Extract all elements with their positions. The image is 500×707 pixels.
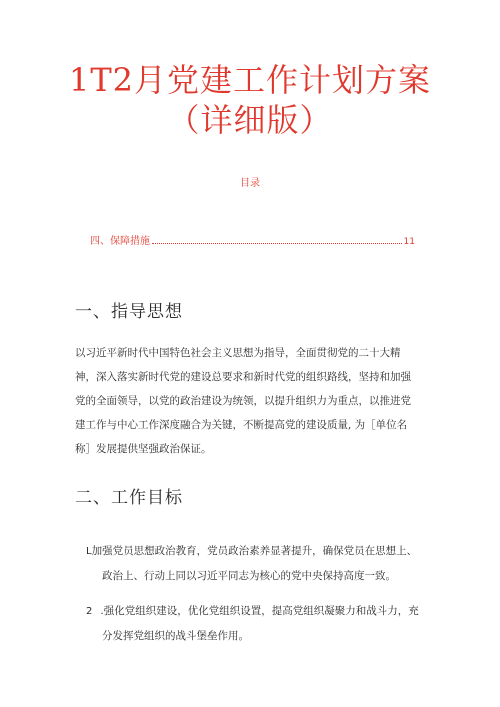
section-heading-guiding-ideology: 一、指导思想 bbox=[75, 302, 183, 322]
list-item-continuation: 分发挥党组织的战斗堡垒作用。 bbox=[102, 630, 249, 642]
paragraph-line: 党的全面领导，以党的政治建设为统领，以提升组织力为重点，以推进党 bbox=[75, 395, 411, 407]
toc-entry-label: 四、保障措施 bbox=[90, 236, 150, 247]
document-subtitle: （详细版） bbox=[167, 101, 333, 139]
list-marker: L bbox=[86, 546, 92, 557]
toc-entry-page: 11 bbox=[403, 237, 415, 247]
list-item bbox=[86, 539, 431, 589]
list-item-line bbox=[86, 599, 431, 624]
list-item-text: 加强党员思想政治教育，党员政治素养显著提升，确保党员在思想上、 bbox=[91, 545, 418, 557]
toc-heading: 目录 bbox=[240, 178, 260, 189]
document-title: 1T2月党建工作计划方案 bbox=[68, 61, 432, 99]
list-item bbox=[86, 599, 431, 649]
paragraph-line: 建工作与中心工作深度融合为关键，不断提高党的建设质量, 为［单位名 bbox=[75, 419, 408, 431]
section-heading-work-goals: 二、工作目标 bbox=[75, 488, 183, 508]
list-item-continuation: 政治上、行动上同以习近平同志为核心的党中央保持高度一致。 bbox=[102, 570, 396, 582]
list-item-line bbox=[86, 539, 431, 564]
section-paragraph bbox=[75, 341, 430, 461]
paragraph-line: 神，深入落实新时代党的建设总要求和新时代党的组织路线，坚持和加强 bbox=[75, 371, 411, 383]
paragraph-line: 以习近平新时代中国特色社会主义思想为指导，全面贯彻党的二十大精 bbox=[75, 347, 401, 359]
toc-entry[interactable] bbox=[90, 236, 415, 248]
list-marker: 2 bbox=[86, 606, 93, 617]
toc-dot-leader bbox=[152, 242, 402, 244]
list-item-text: .强化党组织建设，优化党组织设置，提高党组织凝聚力和战斗力，充 bbox=[100, 605, 419, 617]
paragraph-line: 称］发展提供坚强政治保证。 bbox=[75, 443, 212, 455]
